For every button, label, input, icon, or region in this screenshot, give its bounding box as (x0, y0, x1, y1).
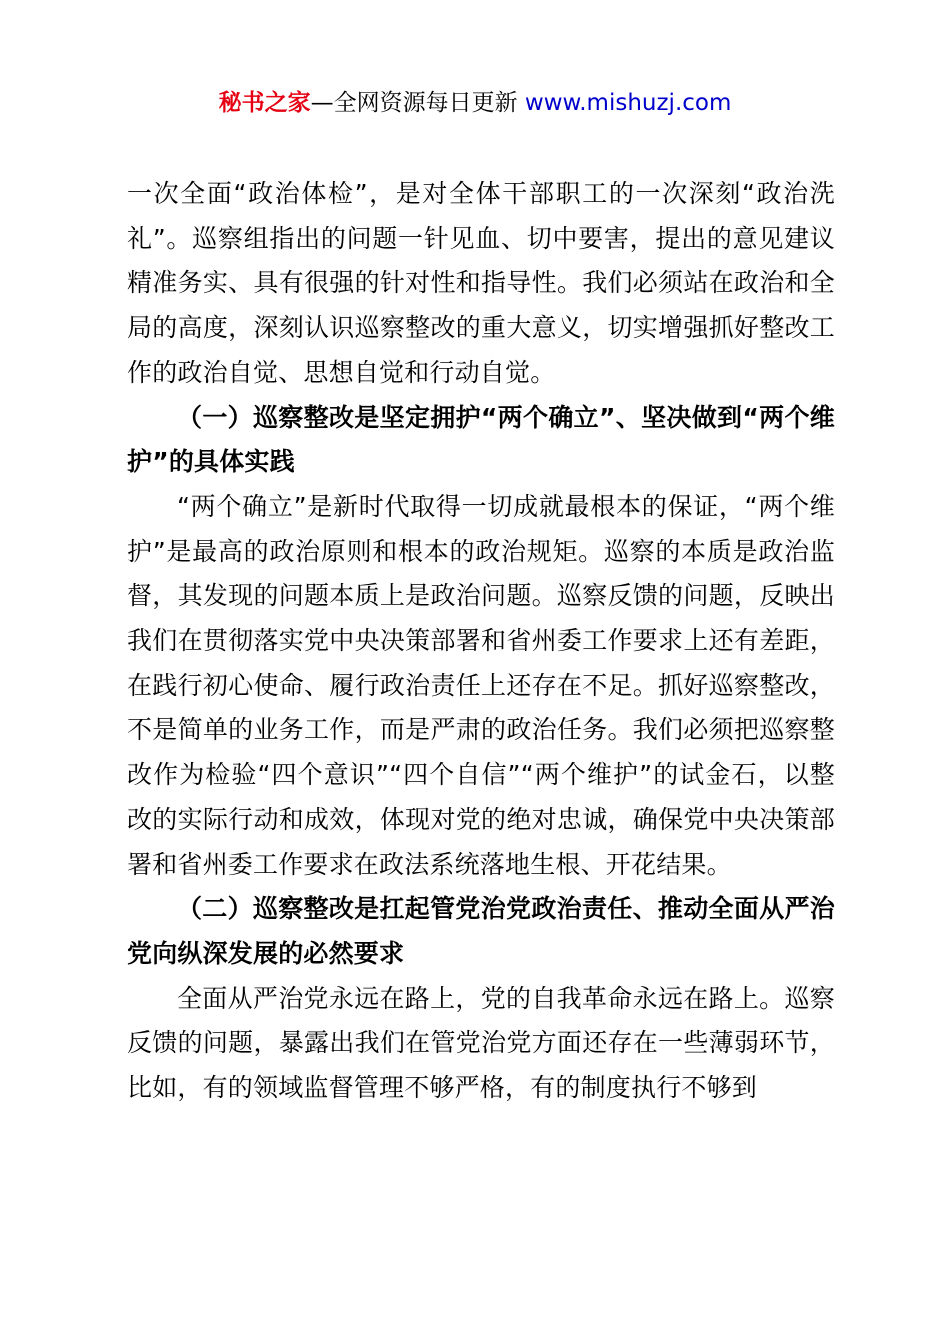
site-header (0, 86, 950, 120)
section-heading-2: （二）巡察整改是扛起管党治党政治责任、推动全面从严治党向纵深发展的必然要求 (127, 894, 835, 968)
body-paragraph-3: 全面从严治党永远在路上，党的自我革命永远在路上。巡察反馈的问题，暴露出我们在管党治党方面还存在一些薄弱环节，比如，有的领域监督管理不够严格，有的制度执行不够到 (127, 983, 835, 1103)
body-paragraph-2: “两个确立”是新时代取得一切成就最根本的保证，“两个维护”是最高的政治原则和根本的政治规矩。巡察的本质是政治监督，其发现的问题本质上是政治问题。巡察反馈的问题，反映出我们在贯彻落实党中央决策部署和省州委工作要求上还有差距，在践行初心使命、履行政治责任上还存在不足。抓好巡察整改，不是简单的业务工作，而是严肃的政治任务。我们必须把巡察整改作为检验“四个意识”“四个自信”“两个维护”的试金石，以整改的实际行动和成效，体现对党的绝对忠诚，确保党中央决策部署和省州委工作要求在政法系统落地生根、开花结果。 (127, 491, 835, 879)
document-body (127, 172, 835, 1111)
section-heading-1: （一）巡察整改是坚定拥护“两个确立”、坚决做到“两个维护”的具体实践 (127, 402, 835, 477)
site-brand: 秘书之家 (218, 90, 311, 116)
body-paragraph-1: 一次全面“政治体检”，是对全体干部职工的一次深刻“政治洗礼”。巡察组指出的问题一针见血、切中要害，提出的意见建议精准务实、具有很强的针对性和指导性。我们必须站在政治和全局的高度，深刻认识巡察整改的重大意义，切实增强抓好整改工作的政治自觉、思想自觉和行动自觉。 (127, 179, 835, 387)
site-url-link[interactable]: www.mishuzj.com (524, 90, 732, 116)
site-tagline: —全网资源每日更新 (310, 90, 525, 116)
